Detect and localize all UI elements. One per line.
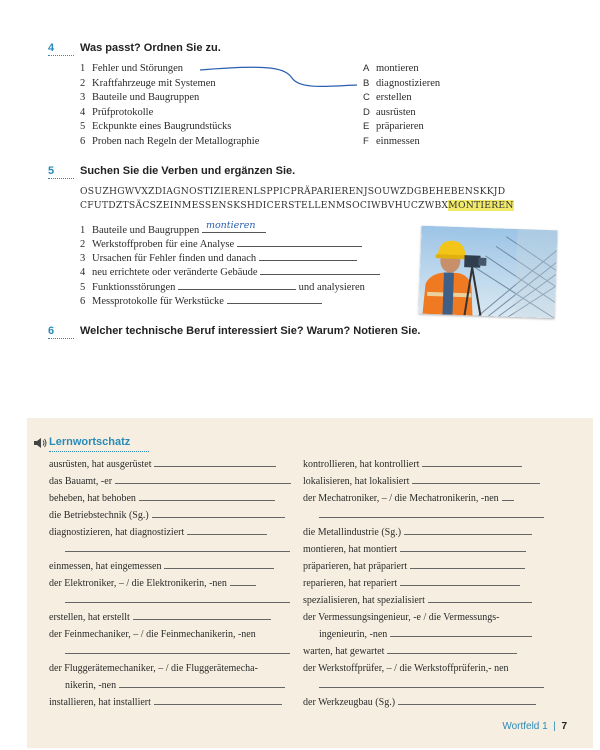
- vocab-entry: die Metallindustrie (Sg.): [303, 526, 532, 539]
- answer-line[interactable]: [319, 679, 544, 688]
- highlighted-word: MONTIEREN: [448, 200, 514, 211]
- vocab-entry-line: [65, 543, 290, 556]
- answer-line[interactable]: [260, 265, 380, 275]
- answer-line[interactable]: [502, 492, 514, 501]
- answer-line[interactable]: [227, 294, 322, 304]
- answer-line[interactable]: [133, 611, 271, 620]
- matching-connector-line: [0, 0, 600, 160]
- vocab-entry: das Bauamt, -er: [49, 475, 291, 488]
- title-underline: [49, 451, 149, 452]
- vocab-entry: ingenieurin, -nen: [319, 628, 532, 641]
- exercise-title: Welcher technische Beruf interessiert Sie? Warum? Notieren Sie.: [80, 325, 421, 337]
- answer-line[interactable]: [259, 251, 357, 261]
- answer-line[interactable]: [178, 280, 296, 290]
- vocab-entry: die Betriebstechnik (Sg.): [49, 509, 285, 522]
- ex4-option: D ausrüsten: [363, 107, 416, 118]
- ex4-option: F einmessen: [363, 136, 420, 147]
- answer-line[interactable]: [164, 560, 274, 569]
- answer-line[interactable]: [139, 492, 275, 501]
- page-number: 7: [561, 721, 567, 732]
- answer-line[interactable]: [230, 577, 256, 586]
- worker-photo: [419, 226, 558, 319]
- word-search-line: OSUZHGWVXZDIAGNOSTIZIERENLSPPICPRÄPARIERENJSOUWZDGBEHEBENSKKJD: [80, 186, 506, 197]
- footer-label: Wortfeld 1: [502, 721, 548, 732]
- vocab-entry-line: [319, 679, 544, 692]
- vocab-entry-line: [65, 645, 290, 658]
- ex4-item: 3 Bauteile und Baugruppen: [80, 92, 200, 103]
- vocab-entry: erstellen, hat erstellt: [49, 611, 271, 624]
- answer-line[interactable]: [119, 679, 285, 688]
- handwritten-answer: montieren: [205, 220, 256, 231]
- vocab-entry: der Feinmechaniker, – / die Feinmechanikerin, -nen: [49, 629, 256, 640]
- vocab-entry: präparieren, hat präpariert: [303, 560, 525, 573]
- vocab-entry: der Werkstoffprüfer, – / die Werkstoffprüferin,- nen: [303, 663, 509, 674]
- word-search-line: CFUTDZTSÄCSZEINMESSENSKSHDICERSTELLENMSOCIWBVHUCZWBXMONTIEREN: [80, 200, 514, 211]
- exercise-number: 4: [48, 42, 74, 56]
- answer-line[interactable]: [154, 458, 276, 467]
- exercise-number: 5: [48, 165, 74, 179]
- ex5-item: 1 Bauteile und Baugruppen montieren: [80, 223, 266, 238]
- vocab-entry: der Fluggerätemechaniker, – / die Fluggerätemecha-: [49, 663, 258, 674]
- vocab-entry: lokalisieren, hat lokalisiert: [303, 475, 540, 488]
- vocab-entry: kontrollieren, hat kontrolliert: [303, 458, 522, 471]
- answer-line[interactable]: [154, 696, 282, 705]
- vocab-entry: reparieren, hat repariert: [303, 577, 520, 590]
- vocab-entry: der Mechatroniker, – / die Mechatronikerin, -nen: [303, 492, 514, 505]
- answer-line[interactable]: [390, 628, 532, 637]
- ex4-option: C erstellen: [363, 92, 412, 103]
- exercise-title: Was passt? Ordnen Sie zu.: [80, 42, 221, 54]
- vocab-entry-line: [65, 594, 290, 607]
- answer-line[interactable]: [412, 475, 540, 484]
- vocab-entry: der Elektroniker, – / die Elektronikerin, -nen: [49, 577, 256, 590]
- answer-line[interactable]: [387, 645, 517, 654]
- answer-line[interactable]: [237, 237, 362, 247]
- vocabulary-title: Lernwortschatz: [49, 436, 131, 448]
- vocab-entry: ausrüsten, hat ausgerüstet: [49, 458, 276, 471]
- answer-line[interactable]: [202, 220, 266, 233]
- answer-line[interactable]: [410, 560, 525, 569]
- ex5-item: 3 Ursachen für Fehler finden und danach: [80, 251, 357, 266]
- vocab-entry: einmessen, hat eingemessen: [49, 560, 274, 573]
- exercise-title: Suchen Sie die Verben und ergänzen Sie.: [80, 165, 296, 177]
- answer-line[interactable]: [428, 594, 532, 603]
- ex5-item: 2 Werkstoffproben für eine Analyse: [80, 237, 362, 252]
- answer-line[interactable]: [319, 509, 544, 518]
- vocab-entry: beheben, hat behoben: [49, 492, 275, 505]
- ex4-option: E präparieren: [363, 121, 424, 132]
- answer-line[interactable]: [398, 696, 536, 705]
- vocab-entry: der Werkzeugbau (Sg.): [303, 696, 536, 709]
- ex4-item: 5 Eckpunkte eines Baugrundstücks: [80, 121, 232, 132]
- answer-line[interactable]: [422, 458, 522, 467]
- ex4-item: 6 Proben nach Regeln der Metallographie: [80, 136, 260, 147]
- answer-line[interactable]: [404, 526, 532, 535]
- answer-line[interactable]: [187, 526, 267, 535]
- answer-line[interactable]: [65, 594, 290, 603]
- ex4-item: 1 Fehler und Störungen: [80, 63, 183, 74]
- page-footer: [502, 721, 567, 732]
- ex5-item: 4 neu errichtete oder veränderte Gebäude: [80, 265, 380, 280]
- vocab-entry: installieren, hat installiert: [49, 696, 282, 709]
- ex4-option: A montieren: [363, 63, 419, 74]
- speaker-icon[interactable]: [33, 437, 47, 449]
- answer-line[interactable]: [65, 543, 290, 552]
- vocab-entry: diagnostizieren, hat diagnostiziert: [49, 526, 267, 539]
- answer-line[interactable]: [152, 509, 285, 518]
- answer-line[interactable]: [400, 577, 520, 586]
- vocab-entry-line: [319, 509, 544, 522]
- answer-line[interactable]: [65, 645, 290, 654]
- vocab-entry: warten, hat gewartet: [303, 645, 517, 658]
- answer-line[interactable]: [115, 475, 291, 484]
- exercise-number: 6: [48, 325, 74, 339]
- ex5-item: 6 Messprotokolle für Werkstücke: [80, 294, 322, 309]
- vocab-entry: spezialisieren, hat spezialisiert: [303, 594, 532, 607]
- ex4-option: B diagnostizieren: [363, 78, 441, 89]
- ex4-item: 2 Kraftfahrzeuge mit Systemen: [80, 78, 216, 89]
- vocab-entry: nikerin, -nen: [65, 679, 285, 692]
- vocabulary-box: [27, 418, 593, 748]
- ex4-item: 4 Prüfprotokolle: [80, 107, 154, 118]
- footer-separator: |: [553, 721, 556, 732]
- answer-line[interactable]: [400, 543, 526, 552]
- vocab-entry: der Vermessungsingenieur, -e / die Vermessungs-: [303, 612, 500, 623]
- vocab-entry: montieren, hat montiert: [303, 543, 526, 556]
- ex5-item: 5 Funktionsstörungen und analysieren: [80, 282, 365, 293]
